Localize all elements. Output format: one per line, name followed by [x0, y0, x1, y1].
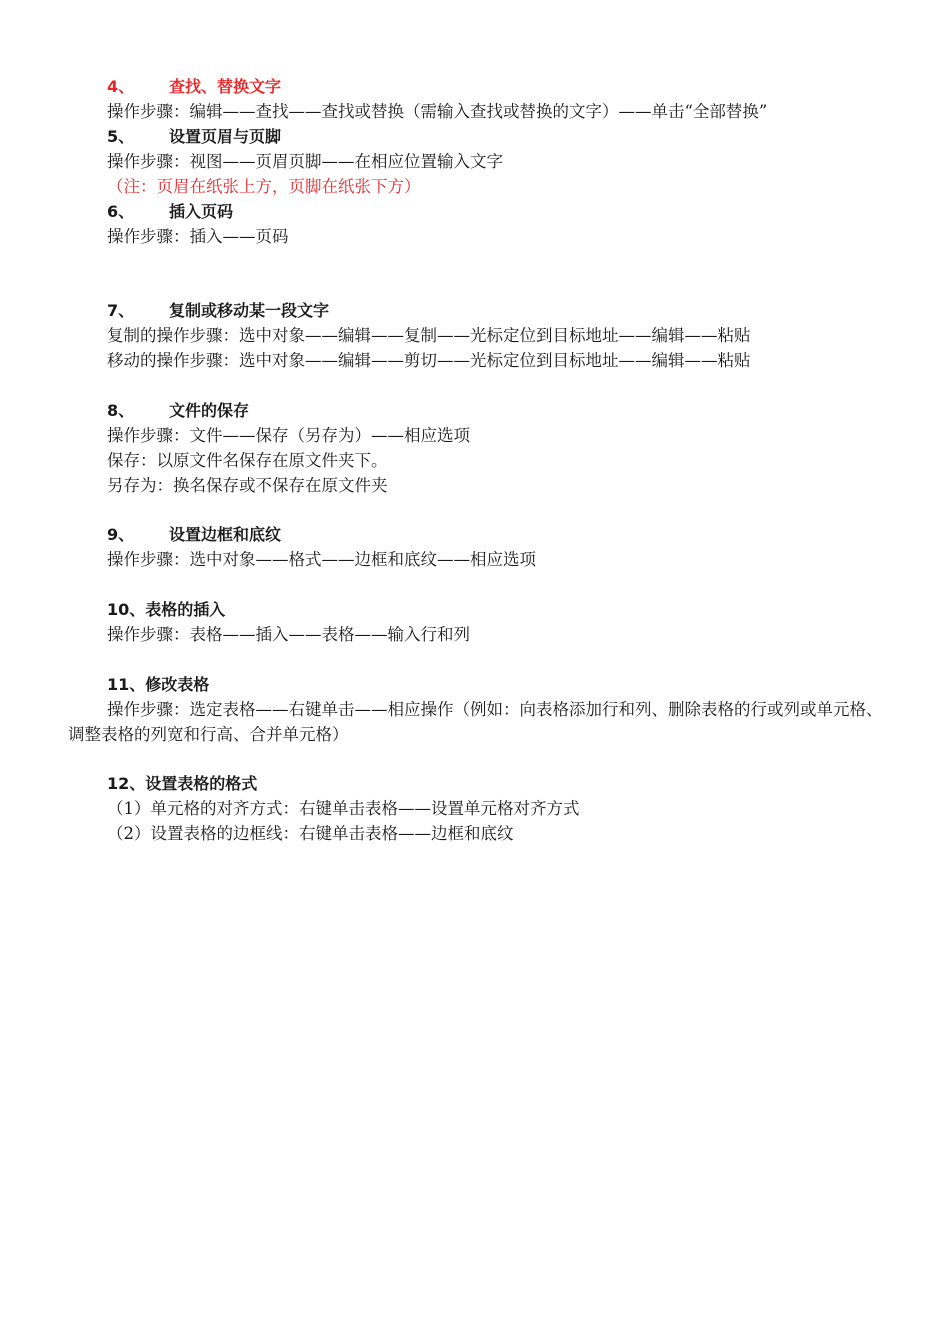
section-heading-8	[107, 398, 249, 423]
paragraph-line: 移动的操作步骤：选中对象——编辑——剪切——光标定位到目标地址——编辑——粘贴	[107, 351, 751, 370]
section-heading-10	[107, 597, 225, 622]
paragraph-line: 操作步骤：文件——保存（另存为）——相应选项	[107, 426, 470, 445]
paragraph-line: 操作步骤：视图——页眉页脚——在相应位置输入文字	[107, 152, 503, 171]
section-title: 复制或移动某一段文字	[169, 301, 330, 320]
section-number: 10、	[107, 600, 146, 619]
section-title: 文件的保存	[169, 401, 250, 420]
list-item: （2）设置表格的边框线：右键单击表格——边框和底纹	[107, 824, 514, 843]
section-title: 查找、替换文字	[169, 77, 282, 96]
paragraph-line: 复制的操作步骤：选中对象——编辑——复制——光标定位到目标地址——编辑——粘贴	[107, 326, 751, 345]
paragraph-line: 操作步骤：编辑——查找——查找或替换（需输入查找或替换的文字）——单击“全部替换”	[107, 102, 768, 121]
section-number: 5、	[107, 127, 135, 146]
section-number: 8、	[107, 401, 135, 420]
section-heading-11	[107, 672, 209, 697]
section-heading-4	[107, 74, 281, 99]
section-number: 12、	[107, 774, 146, 793]
paragraph-line: 操作步骤：插入——页码	[107, 227, 289, 246]
note-line: （注：页眉在纸张上方，页脚在纸张下方）	[107, 177, 421, 196]
section-title: 设置表格的格式	[145, 774, 258, 793]
section-number: 6、	[107, 202, 135, 221]
paragraph-line: 另存为：换名保存或不保存在原文件夹	[107, 476, 388, 495]
section-title: 表格的插入	[145, 600, 226, 619]
list-item: （1）单元格的对齐方式：右键单击表格——设置单元格对齐方式	[107, 799, 580, 818]
section-number: 11、	[107, 675, 146, 694]
section-heading-6	[107, 199, 233, 224]
section-title: 设置页眉与页脚	[169, 127, 282, 146]
paragraph-line: 操作步骤：选中对象——格式——边框和底纹——相应选项	[107, 550, 536, 569]
paragraph-wrapped: 操作步骤：选定表格——右键单击——相应操作（例如：向表格添加行和列、删除表格的行或列或单元格、调整表格的列宽和行高、合并单元格）	[68, 700, 883, 744]
paragraph-line: 操作步骤：表格——插入——表格——输入行和列	[107, 625, 470, 644]
paragraph-line: 保存：以原文件名保存在原文件夹下。	[107, 451, 388, 470]
section-heading-12	[107, 771, 257, 796]
section-number: 4、	[107, 77, 135, 96]
section-heading-7	[107, 298, 329, 323]
section-number: 9、	[107, 525, 135, 544]
section-title: 插入页码	[169, 202, 234, 221]
section-title: 设置边框和底纹	[169, 525, 282, 544]
section-heading-9	[107, 522, 281, 547]
section-heading-5	[107, 124, 281, 149]
section-number: 7、	[107, 301, 135, 320]
section-title: 修改表格	[145, 675, 210, 694]
